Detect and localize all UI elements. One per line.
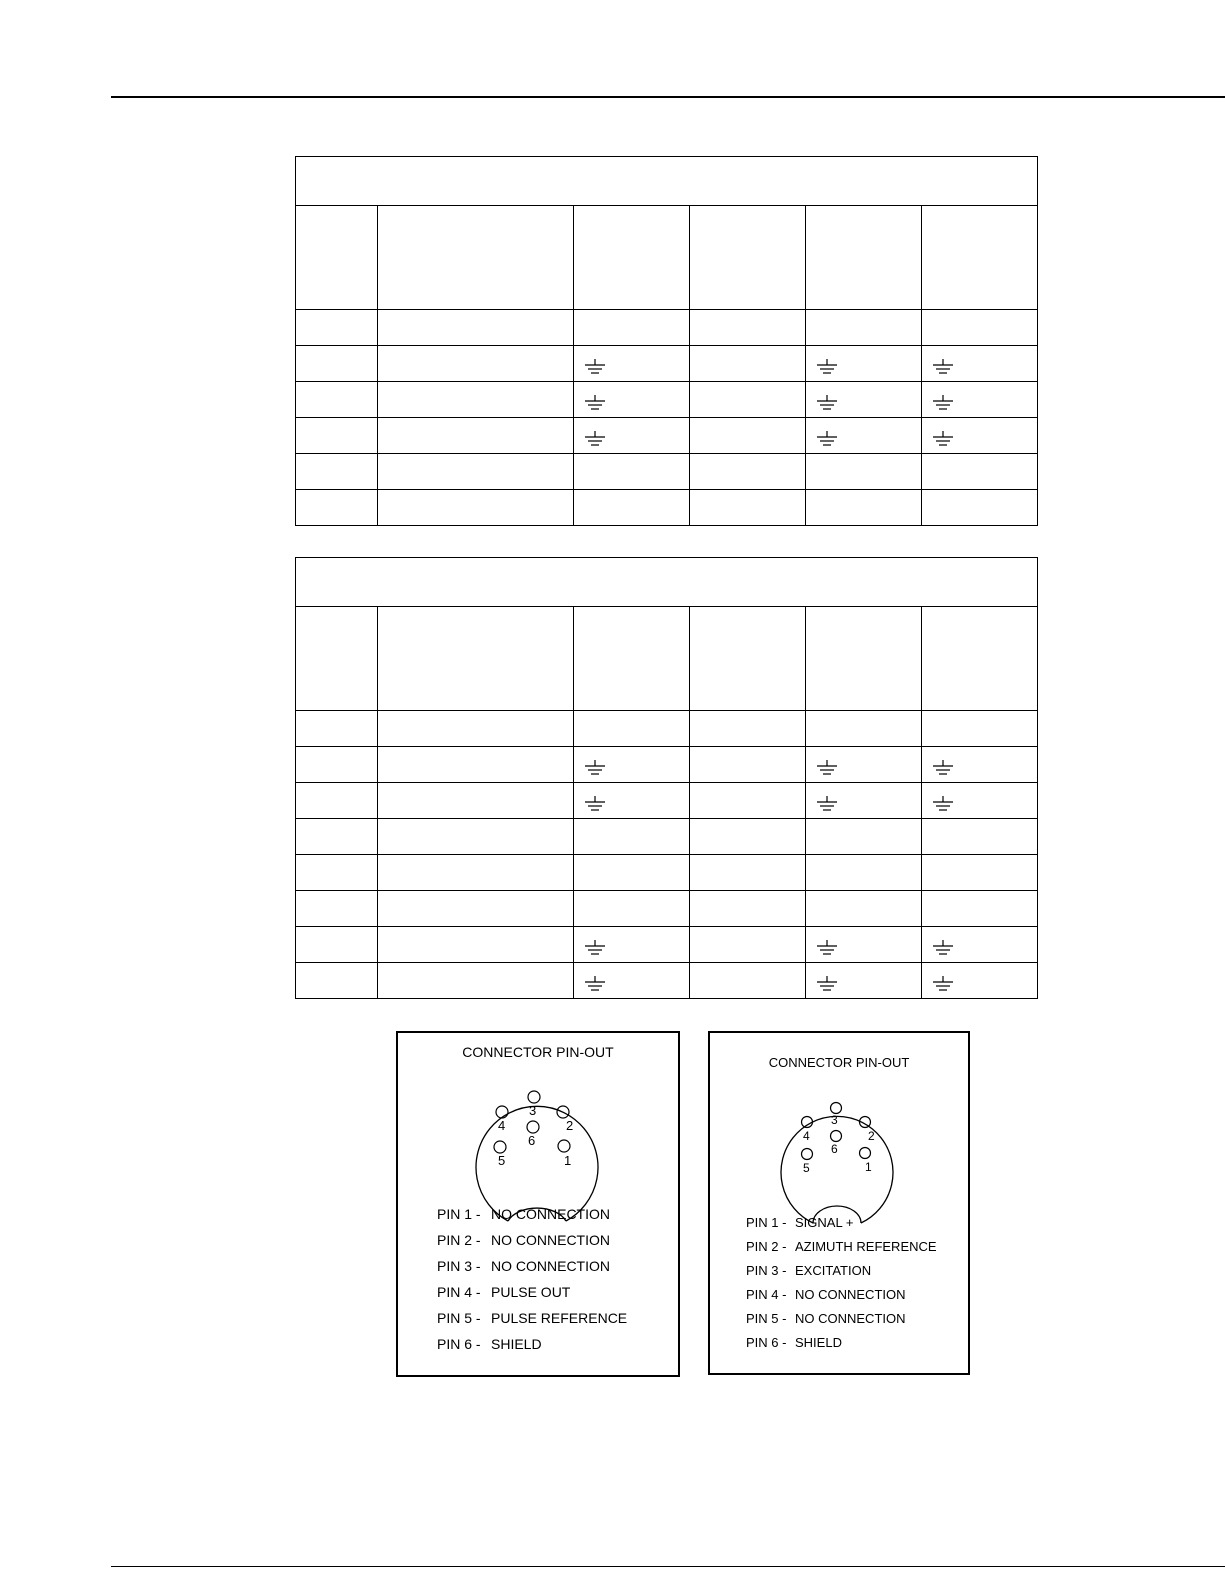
- table-cell: [806, 310, 922, 346]
- table-row: [296, 783, 1038, 819]
- ground-icon: [932, 756, 954, 771]
- ground-icon: [932, 427, 954, 442]
- ground-icon: [816, 792, 838, 807]
- table-cell: [378, 454, 574, 490]
- table-header-cell: [574, 206, 690, 310]
- table-title-cell: [296, 157, 1038, 206]
- pin-number: PIN 1 -: [746, 1215, 787, 1230]
- ground-icon: [932, 792, 954, 807]
- table-header-cell: [690, 206, 806, 310]
- table-header-cell: [690, 607, 806, 711]
- header-rule: [111, 96, 1225, 98]
- table-cell: [296, 418, 378, 454]
- pin-row: [437, 1331, 627, 1357]
- table-cell: [574, 783, 690, 819]
- table-cell: [922, 490, 1038, 526]
- table-header-cell: [296, 206, 378, 310]
- table-cell: [806, 927, 922, 963]
- table-cell: [378, 927, 574, 963]
- ground-icon: [584, 355, 606, 370]
- ground-icon: [932, 391, 954, 406]
- table-cell: [922, 747, 1038, 783]
- table-cell: [378, 963, 574, 999]
- pin-label-1: 1: [564, 1153, 572, 1168]
- table-cell: [806, 346, 922, 382]
- table-cell: [296, 711, 378, 747]
- table-cell: [378, 490, 574, 526]
- table-cell: [690, 783, 806, 819]
- table-cell: [574, 454, 690, 490]
- table-title-row: [296, 157, 1038, 206]
- pin-row: [437, 1305, 627, 1331]
- table-cell: [296, 310, 378, 346]
- table-title-row: [296, 558, 1038, 607]
- pin-row: [746, 1211, 937, 1235]
- table-cell: [690, 855, 806, 891]
- table-cell: [296, 891, 378, 927]
- ground-icon: [816, 936, 838, 951]
- connector-pinout-box-1: [396, 1031, 680, 1377]
- table-cell: [574, 346, 690, 382]
- table-cell: [378, 783, 574, 819]
- table-title-cell: [296, 558, 1038, 607]
- table-cell: [296, 819, 378, 855]
- table-cell: [296, 927, 378, 963]
- pin-description: NO CONNECTION: [795, 1311, 906, 1326]
- table-cell: [574, 418, 690, 454]
- connector-pinout-box-2: [708, 1031, 970, 1375]
- pin-label-5: 5: [803, 1161, 810, 1175]
- table-header-cell: [378, 607, 574, 711]
- table-cell: [806, 819, 922, 855]
- pin-description: NO CONNECTION: [491, 1258, 610, 1274]
- pin-row: [437, 1227, 627, 1253]
- ground-icon: [932, 936, 954, 951]
- pin-label-6: 6: [831, 1142, 838, 1156]
- pin-description: PULSE OUT: [491, 1284, 571, 1300]
- ground-icon: [584, 792, 606, 807]
- pin-label-3: 3: [831, 1113, 838, 1127]
- pin-label-5: 5: [498, 1153, 506, 1168]
- table-cell: [922, 711, 1038, 747]
- table-cell: [806, 891, 922, 927]
- pin-label-4: 4: [498, 1118, 506, 1133]
- table-row: [296, 346, 1038, 382]
- table-cell: [690, 819, 806, 855]
- table-cell: [574, 747, 690, 783]
- pin-row: [746, 1331, 937, 1355]
- table-cell: [378, 346, 574, 382]
- table-row: [296, 927, 1038, 963]
- pin-label-2: 2: [566, 1118, 574, 1133]
- table-cell: [296, 346, 378, 382]
- table-cell: [574, 490, 690, 526]
- table-cell: [296, 783, 378, 819]
- pin-row: [437, 1201, 627, 1227]
- table-row: [296, 891, 1038, 927]
- pin-number: PIN 4 -: [437, 1284, 481, 1300]
- pin-label-3: 3: [529, 1103, 537, 1118]
- table-cell: [806, 418, 922, 454]
- pin-number: PIN 2 -: [437, 1232, 481, 1248]
- ground-icon: [816, 427, 838, 442]
- table-cell: [922, 855, 1038, 891]
- table-cell: [378, 819, 574, 855]
- table-cell: [574, 963, 690, 999]
- footer-rule: [111, 1566, 1225, 1567]
- table-cell: [922, 382, 1038, 418]
- ground-icon: [932, 972, 954, 987]
- table-header-cell: [806, 607, 922, 711]
- table-cell: [378, 310, 574, 346]
- pin-row: [437, 1279, 627, 1305]
- pin-row: [746, 1283, 937, 1307]
- wiring-table-2: [295, 557, 1038, 999]
- table-cell: [690, 454, 806, 490]
- table-row: [296, 418, 1038, 454]
- table-cell: [690, 927, 806, 963]
- ground-icon: [816, 355, 838, 370]
- table-cell: [574, 310, 690, 346]
- ground-icon: [584, 936, 606, 951]
- table-cell: [574, 711, 690, 747]
- table-cell: [378, 891, 574, 927]
- pin-description: NO CONNECTION: [795, 1287, 906, 1302]
- table-cell: [922, 454, 1038, 490]
- ground-icon: [816, 391, 838, 406]
- table-header-cell: [922, 607, 1038, 711]
- table-row: [296, 310, 1038, 346]
- table-cell: [690, 490, 806, 526]
- table-header-row: [296, 607, 1038, 711]
- table-cell: [922, 819, 1038, 855]
- pin-description: NO CONNECTION: [491, 1232, 610, 1248]
- table-cell: [922, 418, 1038, 454]
- table-row: [296, 855, 1038, 891]
- table-cell: [296, 454, 378, 490]
- table-row: [296, 819, 1038, 855]
- table-cell: [690, 346, 806, 382]
- table-cell: [806, 382, 922, 418]
- pinout-title: CONNECTOR PIN-OUT: [462, 1044, 614, 1060]
- ground-icon: [816, 972, 838, 987]
- wiring-table-1: [295, 156, 1038, 526]
- ground-icon: [584, 427, 606, 442]
- table-header-cell: [806, 206, 922, 310]
- table-cell: [378, 382, 574, 418]
- ground-icon: [816, 756, 838, 771]
- table-cell: [690, 891, 806, 927]
- pin-description: SHIELD: [491, 1336, 542, 1352]
- pin-description: EXCITATION: [795, 1263, 872, 1278]
- pinout-title: CONNECTOR PIN-OUT: [768, 1055, 910, 1070]
- table-cell: [690, 418, 806, 454]
- pin-label-6: 6: [528, 1133, 536, 1148]
- pin-list: [746, 1211, 937, 1355]
- table-header-cell: [922, 206, 1038, 310]
- pin-row: [746, 1235, 937, 1259]
- pin-number: PIN 6 -: [437, 1336, 481, 1352]
- table-row: [296, 747, 1038, 783]
- table-cell: [574, 891, 690, 927]
- ground-icon: [584, 756, 606, 771]
- table-header-cell: [296, 607, 378, 711]
- ground-icon: [584, 391, 606, 406]
- table-cell: [922, 783, 1038, 819]
- table-header-cell: [574, 607, 690, 711]
- table-row: [296, 490, 1038, 526]
- table-cell: [296, 747, 378, 783]
- pin-number: PIN 4 -: [746, 1287, 787, 1302]
- pin-row: [437, 1253, 627, 1279]
- pin-description: NO CONNECTION: [491, 1206, 610, 1222]
- pin-row: [746, 1259, 937, 1283]
- pin-number: PIN 6 -: [746, 1335, 787, 1350]
- table-header-cell: [378, 206, 574, 310]
- table-cell: [806, 454, 922, 490]
- table-cell: [922, 310, 1038, 346]
- pin-description: PULSE REFERENCE: [491, 1310, 628, 1326]
- table-row: [296, 963, 1038, 999]
- table-cell: [806, 490, 922, 526]
- table-row: [296, 711, 1038, 747]
- pin-label-2: 2: [868, 1129, 875, 1143]
- table-cell: [806, 747, 922, 783]
- table-header-row: [296, 206, 1038, 310]
- table-cell: [574, 382, 690, 418]
- pin-number: PIN 5 -: [746, 1311, 787, 1326]
- pin-row: [746, 1307, 937, 1331]
- table-cell: [922, 346, 1038, 382]
- table-cell: [922, 963, 1038, 999]
- pin-description: SHIELD: [795, 1335, 842, 1350]
- table-cell: [296, 490, 378, 526]
- pin-label-4: 4: [803, 1129, 810, 1143]
- table-cell: [378, 747, 574, 783]
- pin-label-1: 1: [865, 1160, 872, 1174]
- table-cell: [296, 855, 378, 891]
- table-cell: [690, 711, 806, 747]
- pin-number: PIN 5 -: [437, 1310, 481, 1326]
- pin-description: AZIMUTH REFERENCE: [795, 1239, 937, 1254]
- pin-list: [437, 1201, 627, 1357]
- table-cell: [806, 783, 922, 819]
- table-cell: [922, 927, 1038, 963]
- table-cell: [378, 418, 574, 454]
- table-cell: [296, 382, 378, 418]
- table-cell: [690, 747, 806, 783]
- table-cell: [574, 927, 690, 963]
- table-cell: [574, 855, 690, 891]
- table-cell: [574, 819, 690, 855]
- table-cell: [806, 855, 922, 891]
- pin-number: PIN 3 -: [746, 1263, 787, 1278]
- table-cell: [378, 711, 574, 747]
- ground-icon: [584, 972, 606, 987]
- table-cell: [296, 963, 378, 999]
- pin-number: PIN 1 -: [437, 1206, 481, 1222]
- table-cell: [690, 382, 806, 418]
- table-cell: [690, 310, 806, 346]
- pin-number: PIN 3 -: [437, 1258, 481, 1274]
- table-row: [296, 454, 1038, 490]
- pin-description: SIGNAL +: [795, 1215, 854, 1230]
- table-cell: [378, 855, 574, 891]
- table-row: [296, 382, 1038, 418]
- table-cell: [922, 891, 1038, 927]
- table-cell: [806, 963, 922, 999]
- table-cell: [690, 963, 806, 999]
- table-cell: [806, 711, 922, 747]
- ground-icon: [932, 355, 954, 370]
- pin-number: PIN 2 -: [746, 1239, 787, 1254]
